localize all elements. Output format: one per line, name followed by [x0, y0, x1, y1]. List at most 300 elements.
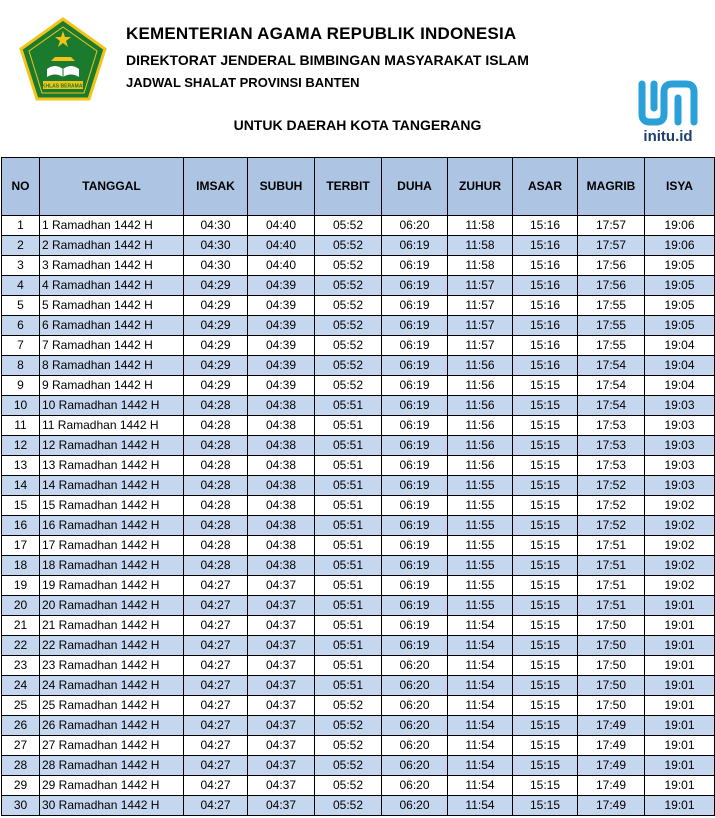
cell-zuhur: 11:55: [448, 536, 513, 556]
cell-magrib: 17:55: [578, 296, 645, 316]
cell-isya: 19:01: [645, 596, 715, 616]
cell-imsak: 04:29: [184, 336, 248, 356]
cell-asar: 15:16: [513, 236, 578, 256]
cell-isya: 19:01: [645, 796, 715, 816]
cell-asar: 15:16: [513, 256, 578, 276]
cell-zuhur: 11:55: [448, 496, 513, 516]
cell-terbit: 05:52: [315, 776, 382, 796]
cell-duha: 06:19: [382, 336, 448, 356]
cell-duha: 06:20: [382, 756, 448, 776]
cell-terbit: 05:51: [315, 576, 382, 596]
cell-asar: 15:15: [513, 596, 578, 616]
table-row: [2, 616, 715, 636]
column-header-isya: ISYA: [645, 158, 715, 216]
cell-subuh: 04:37: [248, 716, 315, 736]
cell-tanggal: 24 Ramadhan 1442 H: [40, 676, 184, 696]
cell-imsak: 04:28: [184, 476, 248, 496]
cell-duha: 06:19: [382, 436, 448, 456]
cell-magrib: 17:49: [578, 716, 645, 736]
cell-tanggal: 4 Ramadhan 1442 H: [40, 276, 184, 296]
cell-subuh: 04:40: [248, 256, 315, 276]
svg-text:IKHLAS BERAMAL: IKHLAS BERAMAL: [40, 83, 86, 90]
cell-no: 27: [2, 736, 40, 756]
cell-duha: 06:19: [382, 416, 448, 436]
cell-subuh: 04:39: [248, 336, 315, 356]
cell-subuh: 04:37: [248, 696, 315, 716]
cell-tanggal: 12 Ramadhan 1442 H: [40, 436, 184, 456]
cell-terbit: 05:51: [315, 476, 382, 496]
cell-subuh: 04:38: [248, 456, 315, 476]
cell-duha: 06:19: [382, 296, 448, 316]
cell-no: 16: [2, 516, 40, 536]
cell-asar: 15:16: [513, 276, 578, 296]
cell-magrib: 17:50: [578, 656, 645, 676]
cell-duha: 06:20: [382, 656, 448, 676]
cell-zuhur: 11:56: [448, 456, 513, 476]
cell-imsak: 04:27: [184, 656, 248, 676]
cell-no: 21: [2, 616, 40, 636]
cell-imsak: 04:27: [184, 756, 248, 776]
cell-no: 4: [2, 276, 40, 296]
cell-magrib: 17:57: [578, 216, 645, 236]
cell-subuh: 04:38: [248, 396, 315, 416]
cell-imsak: 04:29: [184, 376, 248, 396]
table-row: [2, 256, 715, 276]
cell-isya: 19:05: [645, 276, 715, 296]
table-row: [2, 496, 715, 516]
cell-duha: 06:20: [382, 716, 448, 736]
cell-subuh: 04:38: [248, 556, 315, 576]
cell-imsak: 04:27: [184, 776, 248, 796]
cell-imsak: 04:27: [184, 636, 248, 656]
prayer-schedule-table: [1, 157, 715, 816]
cell-isya: 19:01: [645, 716, 715, 736]
table-row: [2, 696, 715, 716]
cell-zuhur: 11:55: [448, 476, 513, 496]
cell-isya: 19:05: [645, 296, 715, 316]
directorate-title: DIREKTORAT JENDERAL BIMBINGAN MASYARAKAT ISLAM: [126, 52, 529, 68]
cell-isya: 19:04: [645, 376, 715, 396]
cell-terbit: 05:51: [315, 616, 382, 636]
cell-tanggal: 11 Ramadhan 1442 H: [40, 416, 184, 436]
cell-duha: 06:19: [382, 616, 448, 636]
cell-imsak: 04:27: [184, 796, 248, 816]
cell-duha: 06:19: [382, 276, 448, 296]
cell-tanggal: 20 Ramadhan 1442 H: [40, 596, 184, 616]
cell-subuh: 04:38: [248, 436, 315, 456]
cell-subuh: 04:39: [248, 276, 315, 296]
cell-tanggal: 15 Ramadhan 1442 H: [40, 496, 184, 516]
kemenag-logo: [19, 17, 107, 101]
cell-magrib: 17:51: [578, 596, 645, 616]
table-row: [2, 476, 715, 496]
table-row: [2, 276, 715, 296]
cell-terbit: 05:52: [315, 356, 382, 376]
cell-tanggal: 23 Ramadhan 1442 H: [40, 656, 184, 676]
cell-zuhur: 11:54: [448, 796, 513, 816]
cell-terbit: 05:51: [315, 416, 382, 436]
cell-zuhur: 11:54: [448, 736, 513, 756]
cell-isya: 19:01: [645, 776, 715, 796]
cell-tanggal: 29 Ramadhan 1442 H: [40, 776, 184, 796]
cell-asar: 15:15: [513, 576, 578, 596]
cell-zuhur: 11:55: [448, 516, 513, 536]
table-row: [2, 516, 715, 536]
cell-imsak: 04:27: [184, 596, 248, 616]
table-row: [2, 316, 715, 336]
cell-zuhur: 11:54: [448, 656, 513, 676]
cell-isya: 19:04: [645, 356, 715, 376]
cell-magrib: 17:53: [578, 416, 645, 436]
cell-imsak: 04:28: [184, 396, 248, 416]
table-row: [2, 416, 715, 436]
cell-magrib: 17:55: [578, 316, 645, 336]
cell-magrib: 17:53: [578, 436, 645, 456]
cell-duha: 06:19: [382, 456, 448, 476]
cell-asar: 15:16: [513, 296, 578, 316]
cell-imsak: 04:27: [184, 576, 248, 596]
cell-imsak: 04:30: [184, 256, 248, 276]
cell-no: 17: [2, 536, 40, 556]
cell-tanggal: 5 Ramadhan 1442 H: [40, 296, 184, 316]
cell-terbit: 05:52: [315, 716, 382, 736]
cell-isya: 19:01: [645, 616, 715, 636]
cell-zuhur: 11:54: [448, 676, 513, 696]
cell-terbit: 05:51: [315, 496, 382, 516]
cell-terbit: 05:52: [315, 296, 382, 316]
column-header-tanggal: TANGGAL: [40, 158, 184, 216]
table-row: [2, 656, 715, 676]
cell-zuhur: 11:54: [448, 696, 513, 716]
cell-duha: 06:19: [382, 396, 448, 416]
cell-terbit: 05:52: [315, 336, 382, 356]
cell-asar: 15:15: [513, 656, 578, 676]
cell-subuh: 04:39: [248, 316, 315, 336]
column-header-duha: DUHA: [382, 158, 448, 216]
cell-no: 12: [2, 436, 40, 456]
cell-no: 10: [2, 396, 40, 416]
cell-no: 29: [2, 776, 40, 796]
table-row: [2, 216, 715, 236]
cell-zuhur: 11:56: [448, 436, 513, 456]
cell-imsak: 04:28: [184, 436, 248, 456]
cell-no: 18: [2, 556, 40, 576]
cell-duha: 06:19: [382, 596, 448, 616]
table-row: [2, 596, 715, 616]
cell-magrib: 17:53: [578, 456, 645, 476]
cell-zuhur: 11:58: [448, 236, 513, 256]
cell-isya: 19:02: [645, 496, 715, 516]
cell-zuhur: 11:57: [448, 336, 513, 356]
cell-asar: 15:15: [513, 476, 578, 496]
cell-subuh: 04:38: [248, 516, 315, 536]
cell-duha: 06:19: [382, 376, 448, 396]
cell-no: 11: [2, 416, 40, 436]
table-row: [2, 336, 715, 356]
cell-tanggal: 27 Ramadhan 1442 H: [40, 736, 184, 756]
cell-terbit: 05:52: [315, 736, 382, 756]
cell-no: 5: [2, 296, 40, 316]
cell-asar: 15:15: [513, 416, 578, 436]
cell-asar: 15:15: [513, 776, 578, 796]
cell-asar: 15:15: [513, 396, 578, 416]
cell-terbit: 05:51: [315, 456, 382, 476]
cell-zuhur: 11:57: [448, 316, 513, 336]
table-row: [2, 556, 715, 576]
cell-isya: 19:02: [645, 516, 715, 536]
cell-terbit: 05:52: [315, 796, 382, 816]
cell-duha: 06:19: [382, 556, 448, 576]
cell-duha: 06:20: [382, 776, 448, 796]
cell-no: 28: [2, 756, 40, 776]
cell-no: 22: [2, 636, 40, 656]
cell-terbit: 05:51: [315, 676, 382, 696]
cell-asar: 15:16: [513, 216, 578, 236]
cell-zuhur: 11:54: [448, 616, 513, 636]
cell-tanggal: 3 Ramadhan 1442 H: [40, 256, 184, 276]
column-header-subuh: SUBUH: [248, 158, 315, 216]
cell-subuh: 04:37: [248, 576, 315, 596]
cell-isya: 19:03: [645, 396, 715, 416]
cell-tanggal: 25 Ramadhan 1442 H: [40, 696, 184, 716]
cell-zuhur: 11:54: [448, 776, 513, 796]
table-row: [2, 456, 715, 476]
cell-tanggal: 22 Ramadhan 1442 H: [40, 636, 184, 656]
cell-magrib: 17:50: [578, 636, 645, 656]
cell-zuhur: 11:54: [448, 636, 513, 656]
table-header-row: [2, 158, 715, 216]
cell-zuhur: 11:56: [448, 376, 513, 396]
initu-logo: [632, 78, 704, 150]
cell-duha: 06:20: [382, 796, 448, 816]
cell-asar: 15:15: [513, 796, 578, 816]
cell-subuh: 04:37: [248, 776, 315, 796]
cell-asar: 15:15: [513, 756, 578, 776]
cell-duha: 06:20: [382, 676, 448, 696]
initu-logo-mark: [632, 78, 704, 128]
cell-imsak: 04:28: [184, 516, 248, 536]
table-row: [2, 296, 715, 316]
column-header-zuhur: ZUHUR: [448, 158, 513, 216]
cell-duha: 06:19: [382, 316, 448, 336]
cell-subuh: 04:39: [248, 356, 315, 376]
cell-isya: 19:06: [645, 216, 715, 236]
table-row: [2, 236, 715, 256]
cell-asar: 15:16: [513, 356, 578, 376]
cell-magrib: 17:56: [578, 256, 645, 276]
column-header-asar: ASAR: [513, 158, 578, 216]
cell-no: 15: [2, 496, 40, 516]
cell-isya: 19:01: [645, 636, 715, 656]
cell-isya: 19:03: [645, 476, 715, 496]
table-row: [2, 716, 715, 736]
cell-tanggal: 18 Ramadhan 1442 H: [40, 556, 184, 576]
table-row: [2, 536, 715, 556]
cell-zuhur: 11:55: [448, 556, 513, 576]
table-row: [2, 796, 715, 816]
cell-isya: 19:04: [645, 336, 715, 356]
cell-asar: 15:15: [513, 456, 578, 476]
cell-imsak: 04:29: [184, 316, 248, 336]
cell-imsak: 04:28: [184, 536, 248, 556]
cell-subuh: 04:39: [248, 376, 315, 396]
cell-duha: 06:19: [382, 536, 448, 556]
cell-no: 24: [2, 676, 40, 696]
cell-duha: 06:19: [382, 236, 448, 256]
cell-tanggal: 19 Ramadhan 1442 H: [40, 576, 184, 596]
cell-magrib: 17:49: [578, 776, 645, 796]
table-row: [2, 636, 715, 656]
cell-subuh: 04:40: [248, 236, 315, 256]
cell-tanggal: 14 Ramadhan 1442 H: [40, 476, 184, 496]
cell-terbit: 05:52: [315, 276, 382, 296]
cell-isya: 19:06: [645, 236, 715, 256]
cell-tanggal: 21 Ramadhan 1442 H: [40, 616, 184, 636]
cell-magrib: 17:50: [578, 676, 645, 696]
cell-no: 26: [2, 716, 40, 736]
cell-terbit: 05:51: [315, 636, 382, 656]
cell-terbit: 05:52: [315, 316, 382, 336]
cell-imsak: 04:30: [184, 216, 248, 236]
cell-terbit: 05:52: [315, 236, 382, 256]
column-header-no: NO: [2, 158, 40, 216]
cell-magrib: 17:51: [578, 556, 645, 576]
table-row: [2, 376, 715, 396]
cell-isya: 19:02: [645, 576, 715, 596]
cell-asar: 15:15: [513, 696, 578, 716]
cell-duha: 06:20: [382, 216, 448, 236]
cell-imsak: 04:28: [184, 456, 248, 476]
cell-terbit: 05:52: [315, 756, 382, 776]
cell-terbit: 05:52: [315, 256, 382, 276]
cell-no: 20: [2, 596, 40, 616]
cell-subuh: 04:37: [248, 636, 315, 656]
cell-subuh: 04:37: [248, 596, 315, 616]
cell-isya: 19:01: [645, 656, 715, 676]
cell-no: 19: [2, 576, 40, 596]
table-row: [2, 676, 715, 696]
cell-subuh: 04:37: [248, 796, 315, 816]
cell-no: 14: [2, 476, 40, 496]
cell-magrib: 17:49: [578, 736, 645, 756]
cell-asar: 15:16: [513, 316, 578, 336]
region-subtitle: UNTUK DAERAH KOTA TANGERANG: [233, 117, 482, 133]
cell-duha: 06:19: [382, 476, 448, 496]
schedule-title: JADWAL SHALAT PROVINSI BANTEN: [126, 75, 360, 90]
cell-no: 9: [2, 376, 40, 396]
cell-tanggal: 7 Ramadhan 1442 H: [40, 336, 184, 356]
cell-tanggal: 13 Ramadhan 1442 H: [40, 456, 184, 476]
cell-no: 2: [2, 236, 40, 256]
cell-imsak: 04:28: [184, 416, 248, 436]
cell-magrib: 17:51: [578, 536, 645, 556]
table-row: [2, 396, 715, 416]
cell-imsak: 04:27: [184, 676, 248, 696]
table-row: [2, 736, 715, 756]
cell-imsak: 04:27: [184, 736, 248, 756]
cell-terbit: 05:51: [315, 536, 382, 556]
cell-subuh: 04:37: [248, 656, 315, 676]
cell-no: 3: [2, 256, 40, 276]
cell-zuhur: 11:57: [448, 296, 513, 316]
cell-subuh: 04:39: [248, 296, 315, 316]
cell-magrib: 17:49: [578, 796, 645, 816]
cell-asar: 15:15: [513, 716, 578, 736]
cell-no: 7: [2, 336, 40, 356]
cell-asar: 15:15: [513, 376, 578, 396]
cell-imsak: 04:27: [184, 696, 248, 716]
cell-tanggal: 16 Ramadhan 1442 H: [40, 516, 184, 536]
cell-terbit: 05:51: [315, 516, 382, 536]
cell-imsak: 04:28: [184, 556, 248, 576]
cell-isya: 19:05: [645, 316, 715, 336]
cell-terbit: 05:51: [315, 436, 382, 456]
cell-isya: 19:03: [645, 456, 715, 476]
cell-isya: 19:01: [645, 676, 715, 696]
cell-duha: 06:19: [382, 636, 448, 656]
cell-zuhur: 11:58: [448, 216, 513, 236]
cell-isya: 19:01: [645, 756, 715, 776]
cell-magrib: 17:52: [578, 476, 645, 496]
table-row: [2, 436, 715, 456]
cell-isya: 19:03: [645, 416, 715, 436]
cell-terbit: 05:51: [315, 656, 382, 676]
cell-terbit: 05:52: [315, 376, 382, 396]
cell-no: 25: [2, 696, 40, 716]
cell-terbit: 05:51: [315, 396, 382, 416]
cell-terbit: 05:51: [315, 596, 382, 616]
cell-tanggal: 26 Ramadhan 1442 H: [40, 716, 184, 736]
cell-zuhur: 11:55: [448, 596, 513, 616]
cell-duha: 06:19: [382, 576, 448, 596]
cell-tanggal: 10 Ramadhan 1442 H: [40, 396, 184, 416]
cell-magrib: 17:54: [578, 376, 645, 396]
column-header-magrib: MAGRIB: [578, 158, 645, 216]
cell-terbit: 05:52: [315, 216, 382, 236]
cell-isya: 19:02: [645, 556, 715, 576]
cell-asar: 15:15: [513, 636, 578, 656]
cell-zuhur: 11:56: [448, 416, 513, 436]
cell-asar: 15:15: [513, 676, 578, 696]
initu-brand-text: initu.id: [643, 128, 693, 145]
cell-magrib: 17:54: [578, 356, 645, 376]
cell-magrib: 17:55: [578, 336, 645, 356]
cell-duha: 06:19: [382, 256, 448, 276]
cell-subuh: 04:38: [248, 536, 315, 556]
cell-magrib: 17:56: [578, 276, 645, 296]
cell-asar: 15:15: [513, 516, 578, 536]
cell-terbit: 05:51: [315, 556, 382, 576]
cell-isya: 19:01: [645, 696, 715, 716]
cell-tanggal: 9 Ramadhan 1442 H: [40, 376, 184, 396]
cell-isya: 19:03: [645, 436, 715, 456]
cell-no: 30: [2, 796, 40, 816]
cell-subuh: 04:37: [248, 736, 315, 756]
cell-magrib: 17:51: [578, 576, 645, 596]
cell-no: 23: [2, 656, 40, 676]
cell-imsak: 04:29: [184, 356, 248, 376]
table-row: [2, 356, 715, 376]
cell-no: 13: [2, 456, 40, 476]
cell-imsak: 04:30: [184, 236, 248, 256]
cell-tanggal: 17 Ramadhan 1442 H: [40, 536, 184, 556]
cell-asar: 15:15: [513, 496, 578, 516]
cell-asar: 15:15: [513, 736, 578, 756]
cell-subuh: 04:37: [248, 616, 315, 636]
cell-subuh: 04:37: [248, 676, 315, 696]
cell-asar: 15:15: [513, 536, 578, 556]
cell-isya: 19:02: [645, 536, 715, 556]
